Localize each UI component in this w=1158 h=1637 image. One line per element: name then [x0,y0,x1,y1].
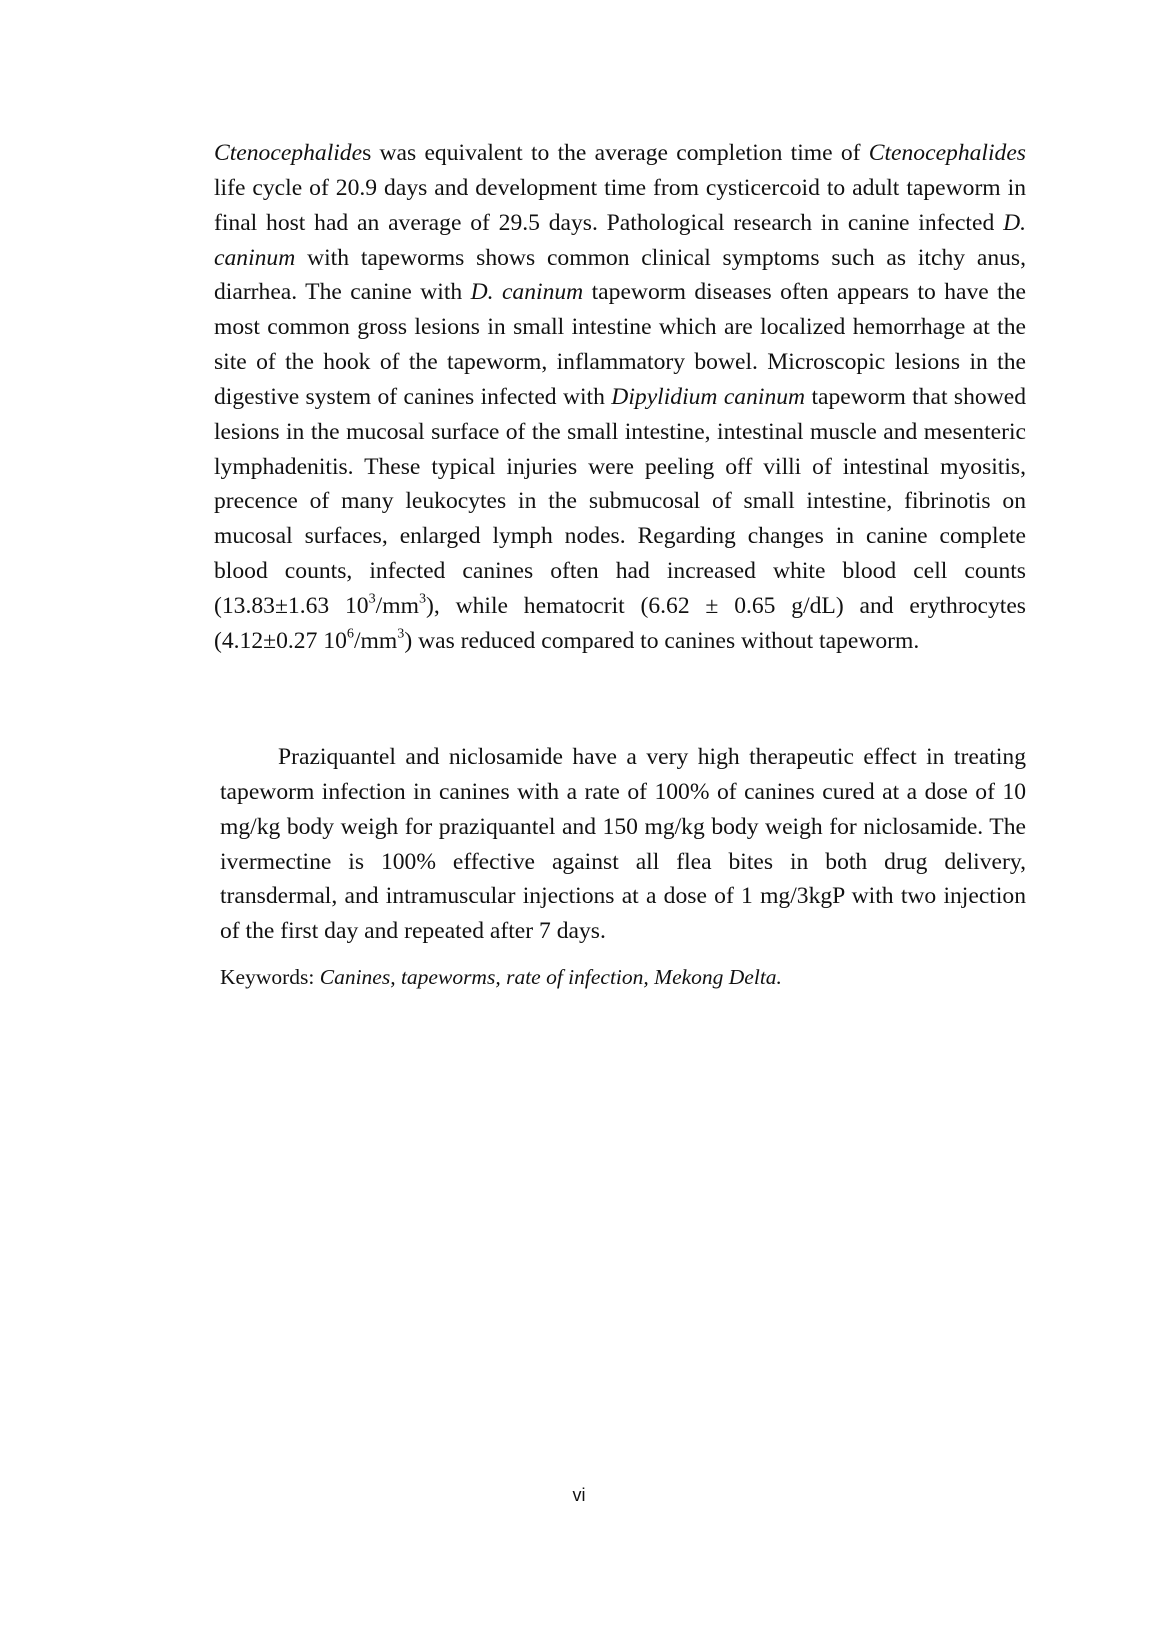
paragraph-text: ) was reduced compared to canines without tapeworm. [404,627,920,654]
paragraph-treatment: Praziquantel and niclosamide have a very high therapeutic effect in treating tapeworm infection in canines with a rate of 100% of canines cured at a dose of 10 mg/kg body weigh for praziquantel and 150 mg/kg body weigh for niclosamide. The ivermectine is 100% effective against all flea bites in both drug delivery, transdermal, and intramuscular injections at a dose of 1 mg/3kgP with two injection of the first day and repeated after 7 days. [220,744,1026,945]
superscript: 6 [346,625,354,642]
paragraph-text: /mm [375,592,419,619]
superscript: 3 [368,590,376,607]
paragraph-text: tapeworm that showed lesions in the mucosal surface of the small intestine, intestinal muscle and mesenteric lymphadenitis. These typical injuries were peeling off villi of intestinal myositis, precence of many leukocytes in the submucosal of small intestine, fibrinotis on mucosal surfaces, enlarged lymph nodes. Regarding changes in canine complete blood counts, infected canines often had increased white blood cell counts (13.83±1.63 10 [214,383,1027,619]
superscript: 3 [397,625,405,642]
paragraph-text: s was equivalent to the average completion time of [362,140,869,166]
italic-term: Dipylidium caninum [611,383,806,410]
paragraph-text: /mm [353,627,398,654]
page-number: vi [572,1485,586,1505]
italic-term: Ctenocephalide [214,140,363,166]
keywords-value: Canines, tapeworms, rate of infection, Mekong Delta. [319,965,782,989]
paragraph-text: ), while hematocrit (6.62 ± 0.65 g/dL) and erythrocytes (4.12±0.27 10 [214,592,1026,654]
italic-term: Ctenocephalides [868,140,1026,166]
paragraph-text: tapeworm diseases often appears to have the most common gross lesions in small intestine which are localized hemorrhage at the site of the hook of the tapeworm, inflammatory bowel. Microscopic lesions in the digestive system of canines infected with [214,279,1026,410]
keywords-line [220,962,1026,992]
paragraph-text: with tapeworms shows common clinical symptoms such as itchy anus, diarrhea. The canine with [214,244,1026,306]
italic-term: D. caninum [470,279,584,306]
keywords-label: Keywords: [220,965,320,989]
paragraph-findings [214,136,1026,659]
paragraph-text: life cycle of 20.9 days and development time from cysticercoid to adult tapeworm in final host had an average of 29.5 days. Pathological research in canine infected [214,174,1026,236]
superscript: 3 [418,590,427,607]
italic-term: D. caninum [214,209,1026,271]
